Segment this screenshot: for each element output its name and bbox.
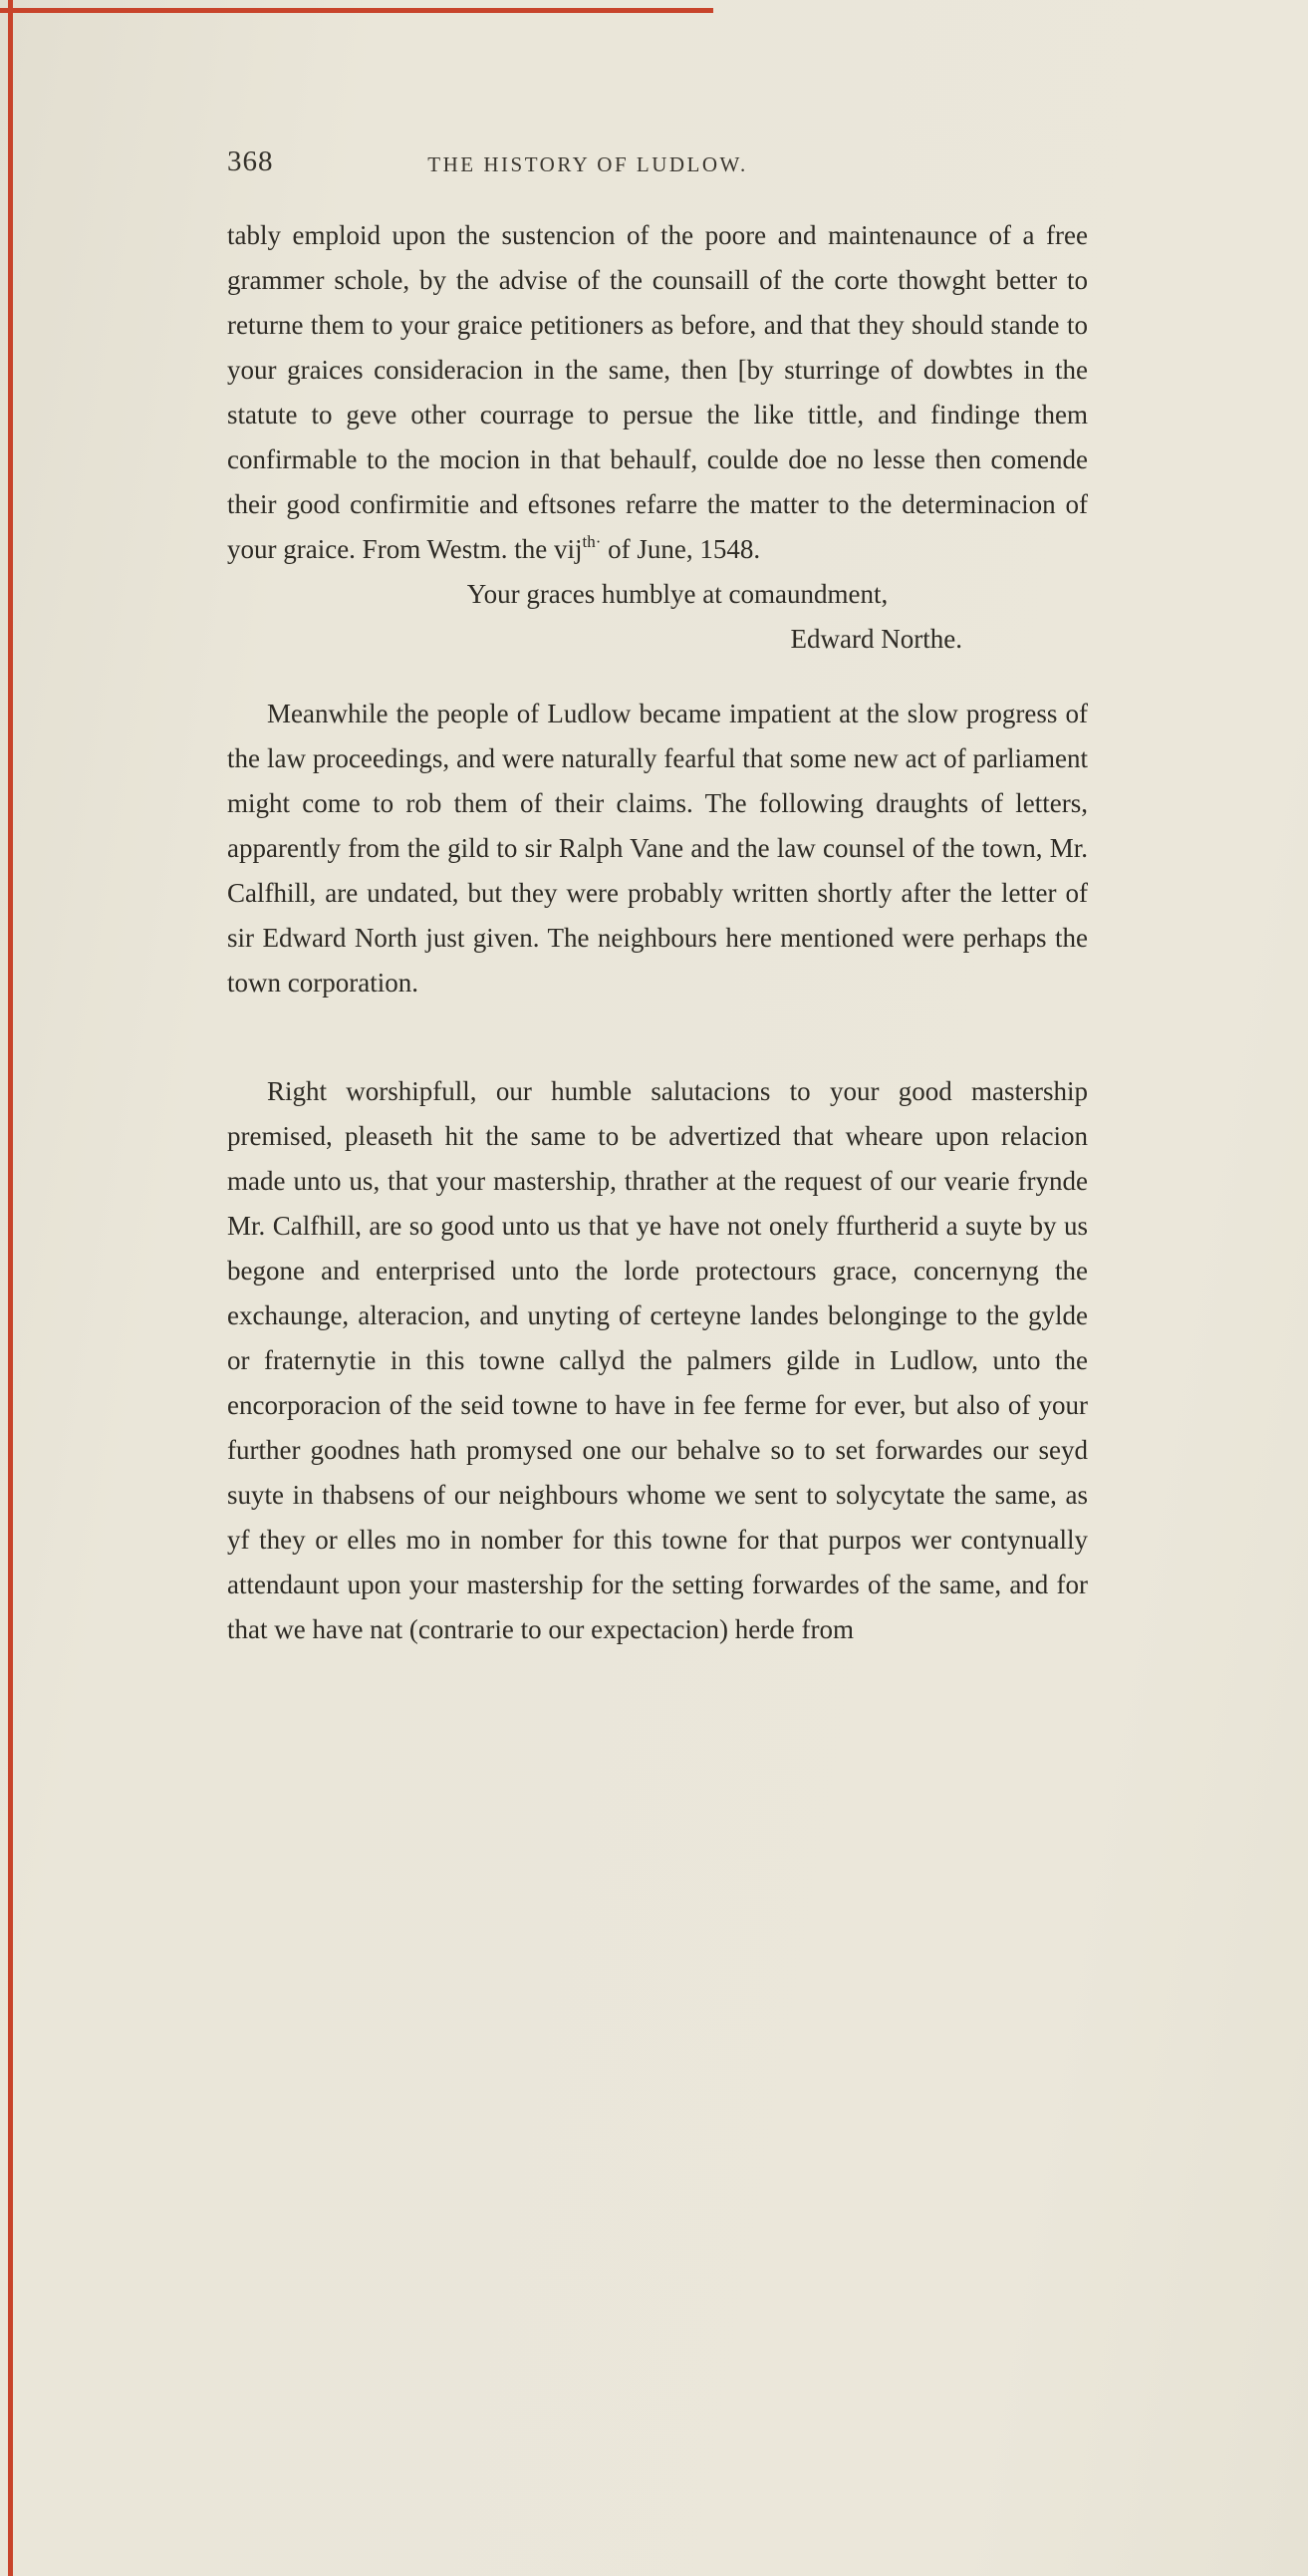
scan-edge-line-top — [0, 8, 713, 13]
letter-signature: Edward Northe. — [790, 624, 962, 654]
gild-letter-paragraph: Right worshipfull, our humble salutacions to your good mastership premised, pleaseth hit the same to be advertized that wheare upon relacion made unto us, that your mastership, thrather at the request of our vearie frynde Mr. Calfhill, are so good unto us that ye have not onely ffurtherid a suyte by us begone and enterprised unto the lorde protectours grace, concernyng the exchaunge, alteracion, and unyting of certeyne landes belonginge to the gylde or fraternytie in this towne callyd the palmers gilde in Ludlow, unto the encorporacion of the seid towne to have in fee ferme for ever, but also of your further goodnes hath promysed one our behalve so to set forwardes our seyd suyte in thabsens of our neighbours whome we sent to solycytate the same, as yf they or elles mo in nomber for this towne for that purpos wer contynually attendaunt upon your mastership for the setting forwardes of the same, and for that we have nat (contrarie to our expectacion) herde from — [227, 1076, 1088, 1644]
narrative-paragraph: Meanwhile the people of Ludlow became impatient at the slow progress of the law proceedings, and were naturally fearful that some new act of parliament might come to rob them of their claims. The following draughts of letters, apparently from the gild to sir Ralph Vane and the law counsel of the town, Mr. Calfhill, are undated, but they were probably written shortly after the letter of sir Edward North just given. The neighbours here mentioned were perhaps the town corporation. — [227, 699, 1088, 998]
scan-edge-line-left — [8, 0, 13, 2576]
north-letter-date: of June, 1548. — [601, 534, 761, 564]
north-letter-text: tably emploid upon the sustencion of the poore and maintenaunce of a free grammer schole, by the advise of the counsaill of the corte thowght better to returne them to your graice petitioners as before, and that they should stande to your graices consideracion in the same, then [by sturringe of dowbtes in the statute to geve other courrage to persue the like tittle, and findinge them confirmable to the mocion in that behaulf, coulde doe no lesse then comende their good confirmitie and eftsones refarre the matter to the determinacion of your graice. From Westm. the vij — [227, 220, 1088, 564]
page-header — [227, 145, 1088, 189]
north-letter-body — [227, 213, 1088, 572]
letter-valediction: Your graces humblye at comaundment, — [466, 579, 889, 609]
ordinal-superscript: th· — [582, 532, 602, 551]
text-block — [227, 213, 1088, 1652]
page-number: 368 — [227, 145, 274, 177]
running-header: THE HISTORY OF LUDLOW. — [427, 152, 748, 176]
